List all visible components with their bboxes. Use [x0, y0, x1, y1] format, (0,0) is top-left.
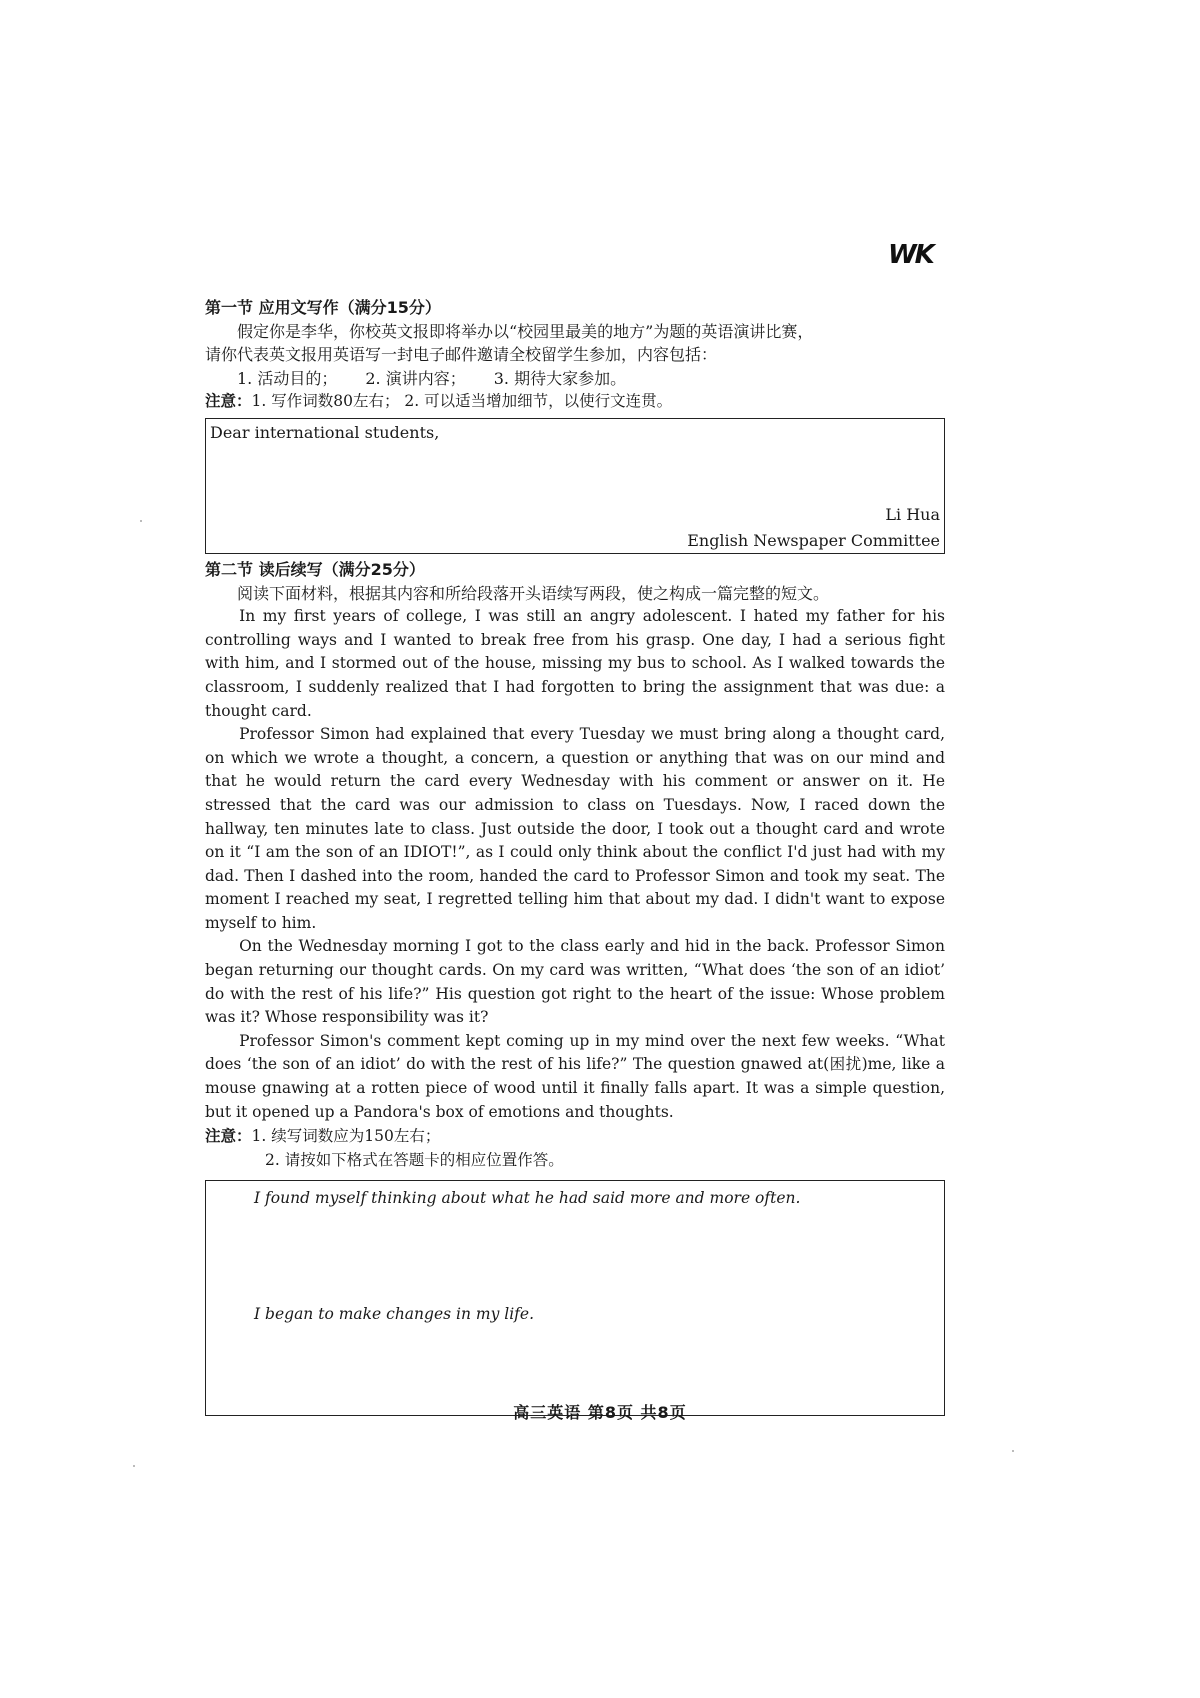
section1-items — [205, 367, 945, 391]
exam-page — [205, 296, 945, 1416]
section2-notes — [205, 1124, 945, 1172]
email-greeting: Dear international students, — [210, 422, 440, 442]
section1-item: 1. 活动目的； — [237, 368, 338, 388]
section2-note2: 2. 请按如下格式在答题卡的相应位置作答。 — [265, 1150, 564, 1169]
scan-speck — [133, 1465, 135, 1467]
corner-mark: WK — [888, 240, 933, 270]
email-answer-box — [205, 418, 945, 554]
continuation-answer-box — [205, 1180, 945, 1416]
scan-speck — [1012, 1450, 1014, 1452]
section1-prompt-line2: 请你代表英文报用英语写一封电子邮件邀请全校留学生参加，内容包括： — [205, 345, 718, 365]
section1-note-label: 注意： — [205, 392, 252, 411]
section1-prompt-line1: 假定你是李华，你校英文报即将举办以“校园里最美的地方”为题的英语演讲比赛， — [237, 321, 814, 341]
section1-item: 3. 期待大家参加。 — [493, 368, 627, 388]
story-paragraph: Professor Simon's comment kept coming up in my mind over the next few weeks. “What does ‘the son of an idiot’ do with the rest of his life?” The question gnawed at(困扰)me, like a mouse gnawing at a rotten piece of wood until it finally falls apart. It was a simple question, but it opened up a Pandora's box of emotions and thoughts. — [205, 1031, 945, 1121]
section1-note — [205, 390, 945, 414]
section2-heading: 第二节 读后续写（满分25分） — [205, 559, 425, 579]
section1-item: 2. 演讲内容； — [365, 368, 466, 388]
section2-instruction: 阅读下面材料，根据其内容和所给段落开头语续写两段，使之构成一篇完整的短文。 — [237, 583, 830, 603]
paragraph-starter-1: I found myself thinking about what he had said more and more often. — [254, 1189, 801, 1208]
page-footer: 高三英语 第8页 共8页 — [513, 1403, 687, 1422]
section2-note1: 1. 续写词数应为150左右； — [251, 1127, 441, 1146]
paragraph-starter-2: I began to make changes in my life. — [254, 1305, 534, 1324]
signature-org: English Newspaper Committee — [687, 530, 940, 550]
scan-speck — [140, 520, 142, 522]
section1-note-text: 1. 写作词数80左右； 2. 可以适当增加细节，以使行文连贯。 — [251, 392, 673, 411]
section1-heading: 第一节 应用文写作（满分15分） — [205, 298, 441, 317]
story-paragraph: On the Wednesday morning I got to the class early and hid in the back. Professor Simon began returning our thought cards. On my card was written, “What does ‘the son of an idiot’ do with the rest of his life?” His question got right to the heart of the issue: Whose problem was it? Whose responsibility was it? — [205, 937, 945, 1027]
signature-name: Li Hua — [885, 504, 940, 524]
story-paragraph: Professor Simon had explained that every Tuesday we must bring along a thought card, on which we wrote a thought, a concern, a question or anything that was on our mind and that he would return the card every Wednesday with his comment or answer on it. He stressed that the card was our admission to class on Tuesdays. Now, I raced down the hallway, ten minutes late to class. Just outside the door, I took out a thought card and wrote on it “I am the son of an IDIOT!”, as I could only think about the conflict I'd just had with my dad. Then I dashed into the room, handed the card to Professor Simon and took my seat. The moment I reached my seat, I regretted telling him that about my dad. I didn't want to expose myself to him. — [205, 725, 945, 932]
section2-note-label: 注意： — [205, 1126, 252, 1146]
story-paragraph: In my first years of college, I was still an angry adolescent. I hated my father for his controlling ways and I wanted to break free from his grasp. One day, I had a serious fight with him, and I stormed out of the house, missing my bus to school. As I walked towards the classroom, I suddenly realized that I had forgotten to bring the assignment that was due: a thought card. — [205, 607, 945, 720]
